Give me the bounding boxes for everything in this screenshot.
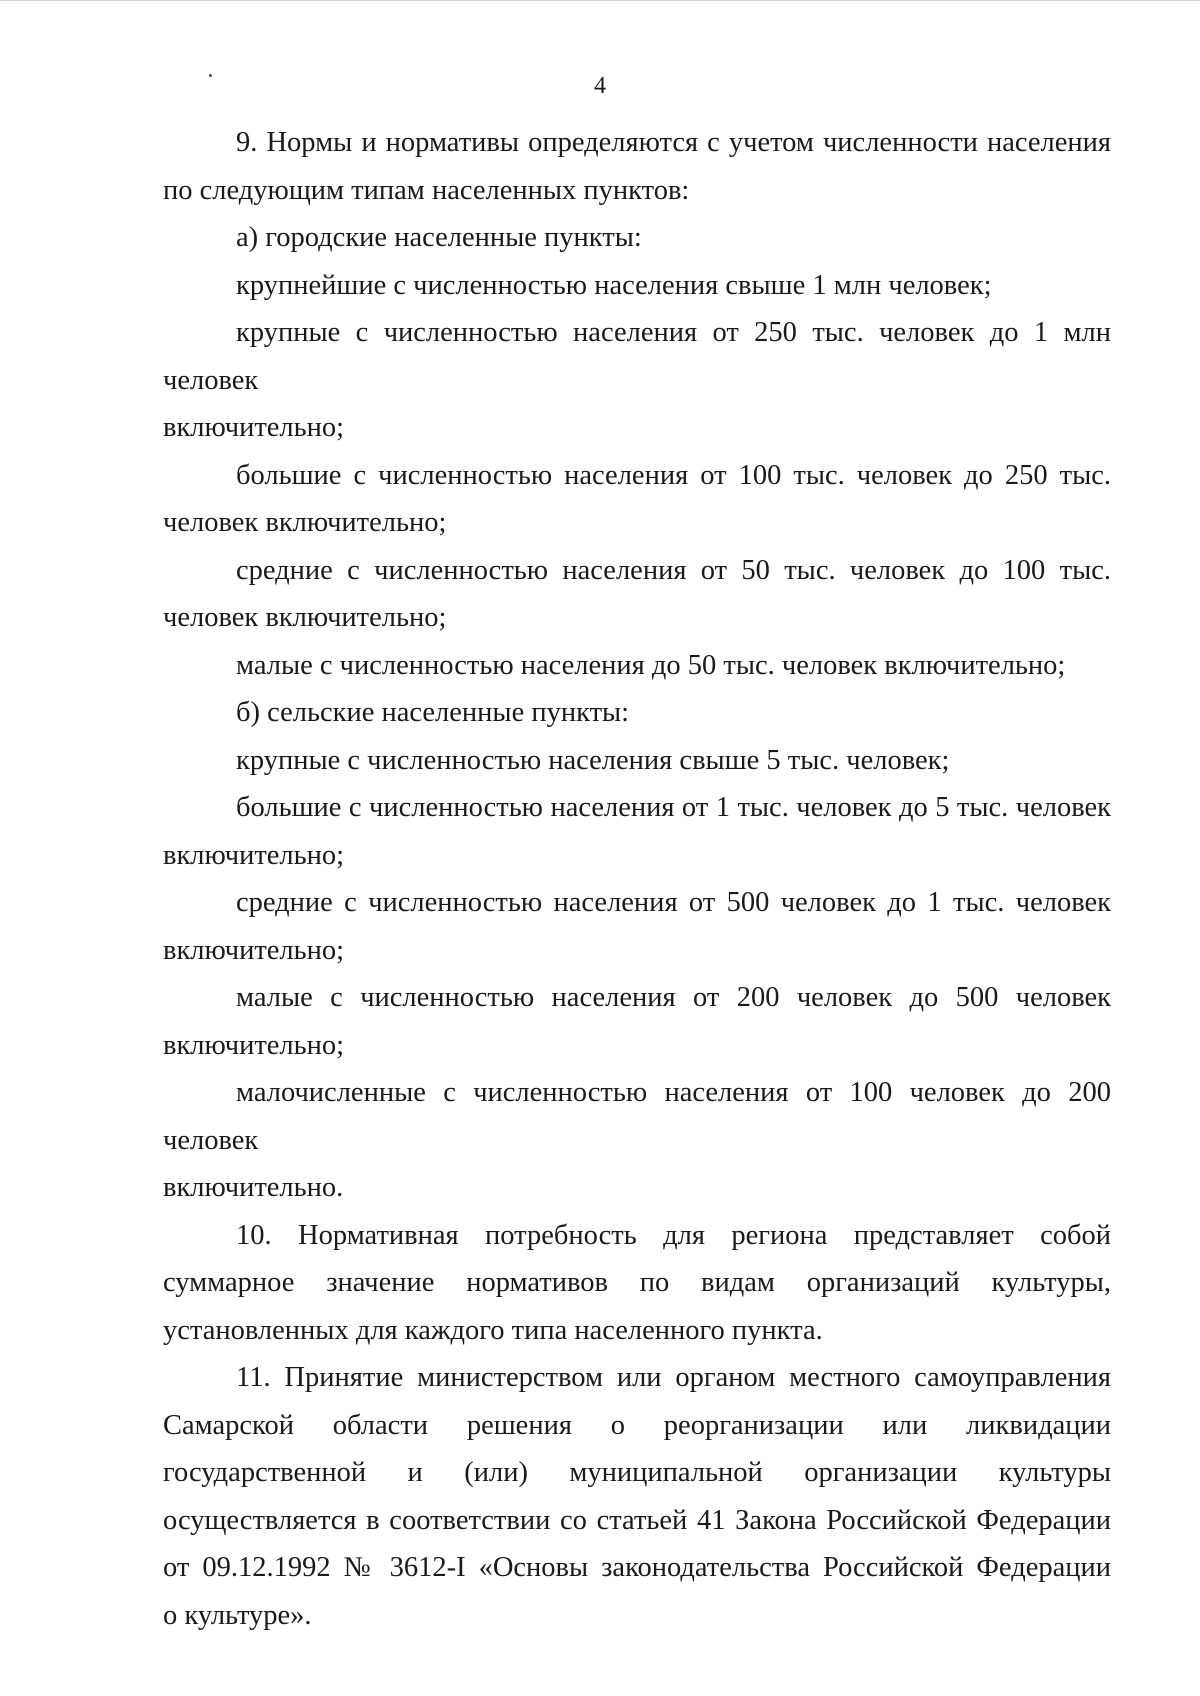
paragraph-10 — [163, 1212, 1111, 1355]
text-line: осуществляется в соответствии со статьей 41 Закона Российской Федерации — [163, 1504, 1111, 1536]
text-line: 10. Нормативная потребность для региона представляет собой — [236, 1219, 1111, 1251]
text-line: малочисленные с численностью населения от 100 человек до 200 человек — [163, 1077, 1111, 1156]
paragraph-a2 — [163, 309, 1111, 452]
text-line: крупные с численностью населения от 250 тыс. человек до 1 млн человек — [163, 317, 1111, 396]
paragraph-a4 — [163, 547, 1111, 642]
paragraph-9 — [163, 119, 1111, 214]
text-line: суммарное значение нормативов по видам организаций культуры, — [163, 1267, 1111, 1298]
paragraph-a5 — [163, 642, 1111, 690]
paragraph-11 — [163, 1354, 1111, 1639]
text-line: человек включительно; — [163, 507, 447, 538]
page-number: 4 — [594, 73, 606, 99]
paragraph-a3 — [163, 452, 1111, 547]
text-line: включительно; — [163, 934, 345, 966]
document-body — [163, 119, 1111, 1639]
text-line: большие с численностью населения от 100 тыс. человек до 250 тыс. — [236, 459, 1111, 491]
paragraph-b4 — [163, 974, 1111, 1069]
text-line: средние с численностью населения от 500 человек до 1 тыс. человек — [236, 887, 1111, 918]
text-line: б) сельские населенные пункты: — [236, 697, 630, 728]
text-line: включительно. — [163, 1172, 344, 1203]
text-line: установленных для каждого типа населенного пункта. — [163, 1314, 823, 1346]
text-line: крупные с численностью населения свыше 5 тыс. человек; — [236, 744, 950, 776]
text-line: включительно; — [163, 1029, 345, 1061]
text-line: о культуре». — [163, 1599, 312, 1631]
text-line: средние с численностью населения от 50 тыс. человек до 100 тыс. — [236, 554, 1111, 586]
paragraph-a1 — [163, 262, 1111, 310]
text-line: от 09.12.1992 № 3612-I «Основы законодательства Российской Федерации — [163, 1552, 1111, 1583]
text-line: включительно; — [163, 839, 345, 871]
text-line: включительно; — [163, 412, 345, 443]
text-line: а) городские населенные пункты: — [236, 222, 642, 253]
text-line: Самарской области решения о реорганизации или ликвидации — [163, 1409, 1111, 1441]
text-line: 11. Принятие министерством или органом местного самоуправления — [236, 1362, 1111, 1393]
text-line: большие с численностью населения от 1 тыс. человек до 5 тыс. человек — [236, 792, 1111, 823]
paragraph-b3 — [163, 879, 1111, 974]
text-line: 9. Нормы и нормативы определяются с учетом численности населения — [236, 127, 1111, 158]
text-line: человек включительно; — [163, 602, 447, 633]
text-line: малые с численностью населения от 200 человек до 500 человек — [236, 982, 1111, 1013]
paragraph-a — [163, 214, 1111, 262]
paragraph-b — [163, 689, 1111, 737]
paragraph-b1 — [163, 737, 1111, 785]
text-line: по следующим типам населенных пунктов: — [163, 174, 690, 206]
paragraph-b5 — [163, 1069, 1111, 1212]
text-line: государственной и (или) муниципальной организации культуры — [163, 1457, 1111, 1488]
text-line: крупнейшие с численностью населения свыше 1 млн человек; — [236, 269, 992, 301]
text-line: малые с численностью населения до 50 тыс. человек включительно; — [236, 649, 1066, 681]
paragraph-b2 — [163, 784, 1111, 879]
